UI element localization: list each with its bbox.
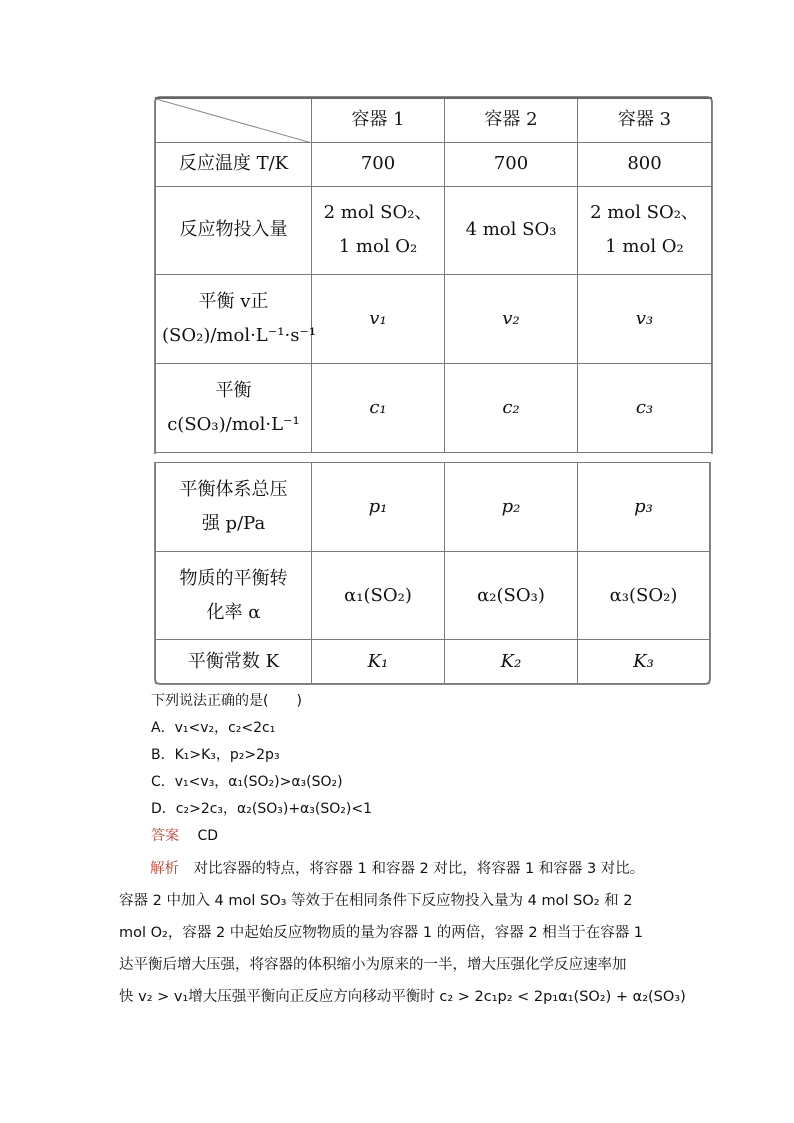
row-label-pressure: 平衡体系总压强 p/Pa — [156, 463, 312, 552]
cell-pressure-3: p₃ — [578, 463, 710, 552]
cell-rate-1: v₁ — [312, 274, 445, 363]
cell-temperature-2: 700 — [445, 142, 578, 186]
question-block — [151, 688, 372, 850]
cell-concentration-3: c₃ — [578, 363, 712, 452]
cell-reactants-3: 2 mol SO₂、1 mol O₂ — [578, 186, 712, 274]
data-table-upper — [155, 97, 712, 453]
cell-concentration-1: c₁ — [312, 363, 445, 452]
cell-pressure-2: p₂ — [445, 463, 578, 552]
analysis-line-4: 达平衡后增大压强，将容器的体积缩小为原来的一半，增大压强化学反应速率加 — [119, 957, 627, 973]
header-container-1: 容器 1 — [312, 98, 445, 142]
option-c: C．v₁<v₃，α₁(SO₂)>α₃(SO₂) — [151, 774, 343, 790]
cell-conversion-1: α₁(SO₂) — [312, 552, 445, 640]
cell-k-3: K₃ — [578, 640, 710, 684]
option-d: D．c₂>2c₃，α₂(SO₃)+α₃(SO₂)<1 — [151, 801, 372, 817]
cell-concentration-2: c₂ — [445, 363, 578, 452]
analysis-label: 解析 — [150, 861, 179, 877]
cell-rate-2: v₂ — [445, 274, 578, 363]
option-b: B．K₁>K₃，p₂>2p₃ — [151, 747, 280, 763]
question-stem: 下列说法正确的是( ) — [151, 693, 302, 709]
option-a: A．v₁<v₂，c₂<2c₁ — [151, 720, 276, 736]
row-label-concentration: 平衡 c(SO₃)/mol·L⁻¹ — [156, 363, 312, 452]
header-container-3: 容器 3 — [578, 98, 712, 142]
cell-conversion-2: α₂(SO₃) — [445, 552, 578, 640]
analysis-line-3: mol O₂，容器 2 中起始反应物物质的量为容器 1 的两倍，容器 2 相当于在容器 1 — [119, 925, 644, 941]
row-label-temperature: 反应温度 T/K — [156, 142, 312, 186]
analysis-line-2: 容器 2 中加入 4 mol SO₃ 等效于在相同条件下反应物投入量为 4 mol SO₂ 和 2 — [119, 893, 633, 909]
analysis-line-1: 解析 对比容器的特点，将容器 1 和容器 2 对比，将容器 1 和容器 3 对比。 — [150, 861, 645, 877]
answer-line — [151, 823, 372, 850]
cell-temperature-3: 800 — [578, 142, 712, 186]
cell-conversion-3: α₃(SO₂) — [578, 552, 710, 640]
cell-rate-3: v₃ — [578, 274, 712, 363]
cell-reactants-2: 4 mol SO₃ — [445, 186, 578, 274]
row-label-reactants: 反应物投入量 — [156, 186, 312, 274]
cell-temperature-1: 700 — [312, 142, 445, 186]
cell-k-1: K₁ — [312, 640, 445, 684]
analysis-block — [119, 853, 686, 1013]
analysis-line-5: 快 v₂ > v₁增大压强平衡向正反应方向移动平衡时 c₂ > 2c₁p₂ < 2p₁α₁(SO₂) + α₂(SO₃) — [119, 989, 686, 1005]
cell-pressure-1: p₁ — [312, 463, 445, 552]
cell-k-2: K₂ — [445, 640, 578, 684]
answer-value: CD — [197, 828, 219, 844]
header-corner — [156, 98, 312, 142]
row-label-rate: 平衡 v正(SO₂)/mol·L⁻¹·s⁻¹ — [156, 274, 312, 363]
cell-reactants-1: 2 mol SO₂、1 mol O₂ — [312, 186, 445, 274]
data-table-lower — [155, 462, 710, 684]
header-container-2: 容器 2 — [445, 98, 578, 142]
answer-label: 答案 — [151, 828, 179, 844]
row-label-equilibrium-constant: 平衡常数 K — [156, 640, 312, 684]
row-label-conversion: 物质的平衡转化率 α — [156, 552, 312, 640]
